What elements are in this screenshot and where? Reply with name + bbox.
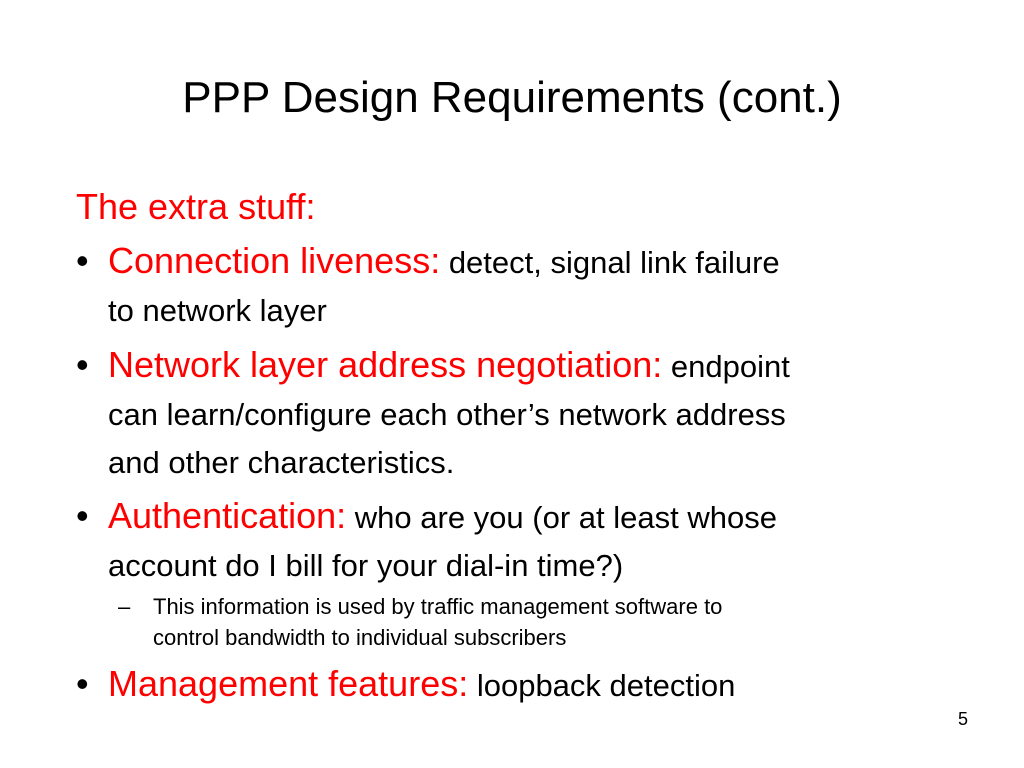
bullet-network-layer-address-negotiation xyxy=(76,341,996,487)
bullet-text: loopback detection xyxy=(468,668,736,703)
bullet-text-continued: to network layer xyxy=(108,293,327,328)
bullet-icon: • xyxy=(76,495,89,536)
bullet-heading: Management features: xyxy=(108,663,469,704)
bullet-text: who are you (or at least whose xyxy=(346,500,777,535)
sub-bullet-text: This information is used by traffic management software to xyxy=(153,594,723,619)
sub-bullet-traffic-management xyxy=(118,591,958,653)
slide-title: PPP Design Requirements (cont.) xyxy=(182,73,842,122)
bullet-management-features xyxy=(76,660,996,710)
bullet-authentication xyxy=(76,492,996,590)
bullet-text-continued: and other characteristics. xyxy=(108,445,455,480)
bullet-heading: Connection liveness: xyxy=(108,240,441,281)
bullet-icon: • xyxy=(76,663,89,704)
bullet-connection-liveness xyxy=(76,237,996,335)
bullet-text-continued: can learn/configure each other’s network address xyxy=(108,397,786,432)
bullet-text: detect, signal link failure xyxy=(440,245,780,280)
bullet-icon: • xyxy=(76,344,89,385)
dash-icon: – xyxy=(118,594,131,619)
intro-text: The extra stuff: xyxy=(76,186,316,227)
bullet-text-continued: account do I bill for your dial-in time?) xyxy=(108,548,624,583)
bullet-heading: Network layer address negotiation: xyxy=(108,344,663,385)
page-number: 5 xyxy=(957,709,968,729)
bullet-heading: Authentication: xyxy=(108,495,347,536)
sub-bullet-text-continued: control bandwidth to individual subscribers xyxy=(153,625,567,650)
bullet-text: endpoint xyxy=(662,349,790,384)
bullet-icon: • xyxy=(76,240,89,281)
